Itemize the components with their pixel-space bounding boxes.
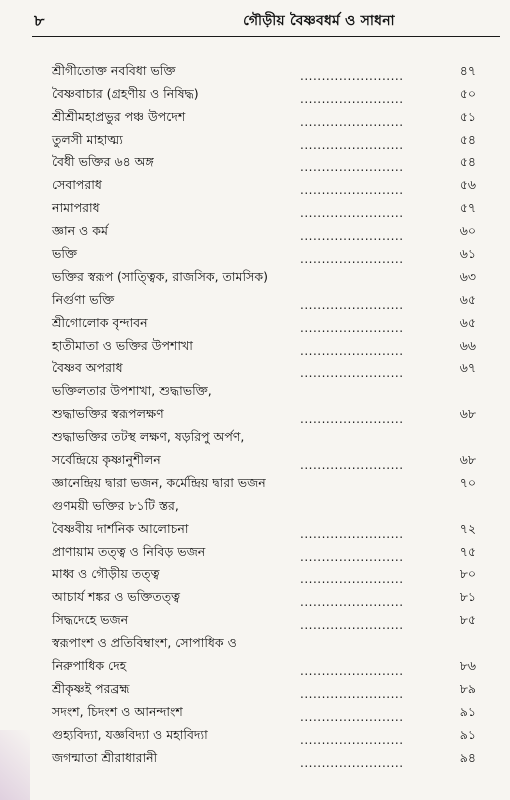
toc-row <box>0 316 510 339</box>
toc-row <box>0 705 510 728</box>
toc-entry-title: মাধ্ব ও গৌড়ীয় তত্ত্ব <box>52 566 160 582</box>
toc-row <box>0 339 510 362</box>
toc-dot-leader: ........................ <box>300 343 404 358</box>
toc-dot-leader: ........................ <box>300 686 404 701</box>
toc-dot-leader: ........................ <box>300 572 404 587</box>
table-of-contents <box>0 64 510 774</box>
book-title: গৌড়ীয় বৈষ্ণবধর্ম ও সাধনা <box>243 13 395 29</box>
toc-row <box>0 178 510 201</box>
toc-row <box>0 64 510 87</box>
toc-entry-title: ভক্তিলতার উপশাখা, শুদ্ধাভক্তি, <box>52 383 212 399</box>
toc-page-number: ৬৮ <box>459 452 476 468</box>
page-header <box>0 6 510 42</box>
toc-row <box>0 728 510 751</box>
toc-row <box>0 201 510 224</box>
toc-row <box>0 110 510 133</box>
toc-row <box>0 499 510 522</box>
toc-row <box>0 270 510 293</box>
toc-page-number: ৬০ <box>459 223 476 239</box>
toc-page-number: ৯১ <box>459 703 476 719</box>
toc-row <box>0 682 510 705</box>
toc-page-number: ৬১ <box>459 246 476 262</box>
toc-row <box>0 453 510 476</box>
toc-page-number: ৬৬ <box>459 337 476 353</box>
toc-page-number: ৫৪ <box>459 154 476 170</box>
toc-dot-leader: ........................ <box>300 252 404 267</box>
toc-page-number: ৯১ <box>459 726 476 742</box>
toc-row <box>0 751 510 774</box>
toc-entry-title: বৈষ্ণব অপরাধ <box>52 360 123 376</box>
toc-page-number: ৯৪ <box>459 749 476 765</box>
toc-row <box>0 362 510 385</box>
toc-page-number: ৮৫ <box>459 612 476 628</box>
toc-entry-title: গুণময়ী ভক্তির ৮১টি স্তর, <box>52 497 179 513</box>
toc-dot-leader: ........................ <box>300 160 404 175</box>
toc-dot-leader: ........................ <box>300 755 404 770</box>
toc-entry-title: তুলসী মাহাত্ম্য <box>52 131 123 147</box>
page-number: ৮ <box>34 11 45 30</box>
toc-row <box>0 613 510 636</box>
toc-entry-title: হাতীমাতা ও ভক্তির উপশাখা <box>52 337 193 353</box>
toc-dot-leader: ........................ <box>300 137 404 152</box>
toc-entry-title: স্বরূপাংশ ও প্রতিবিম্বাংশ, সোপাধিক ও <box>52 635 237 651</box>
toc-entry-title: সিদ্ধদেহে ভজন <box>52 612 129 628</box>
toc-entry-title: জ্ঞানেন্দ্রিয় দ্বারা ভজন, কর্মেন্দ্রিয় দ্বারা ভজন <box>52 474 266 490</box>
toc-row <box>0 87 510 110</box>
toc-dot-leader: ........................ <box>300 709 404 724</box>
toc-row <box>0 384 510 407</box>
toc-row <box>0 247 510 270</box>
header-rule <box>32 36 500 37</box>
toc-page-number: ৫৭ <box>459 200 476 216</box>
toc-dot-leader: ........................ <box>300 458 404 473</box>
toc-dot-leader: ........................ <box>300 183 404 198</box>
toc-dot-leader: ........................ <box>300 320 404 335</box>
toc-dot-leader: ........................ <box>300 297 404 312</box>
toc-row <box>0 293 510 316</box>
toc-entry-title: শ্রীশ্রীমহাপ্রভুর পঞ্চ উপদেশ <box>52 108 186 124</box>
toc-page-number: ৫০ <box>459 85 476 101</box>
toc-entry-title: শ্রীকৃষ্ণই পরব্রহ্ম <box>52 680 130 696</box>
toc-row <box>0 430 510 453</box>
toc-row <box>0 476 510 499</box>
toc-entry-title: বৈষ্ণবীয় দার্শনিক আলোচনা <box>52 520 189 536</box>
toc-row <box>0 156 510 179</box>
toc-entry-title: আচার্য শঙ্কর ও ভক্তিতত্ত্ব <box>52 589 181 605</box>
toc-entry-title: জগন্মাতা শ্রীরাধারানী <box>52 749 158 765</box>
toc-page-number: ৫৬ <box>459 177 476 193</box>
toc-page-number: ৭০ <box>459 474 476 490</box>
toc-entry-title: নামাপরাধ <box>52 200 100 216</box>
toc-entry-title: শ্রীগোলোক বৃন্দাবন <box>52 314 148 330</box>
toc-entry-title: শুদ্ধাভক্তির স্বরূপলক্ষণ <box>52 406 164 422</box>
toc-page-number: ৪৭ <box>459 62 476 78</box>
toc-row <box>0 590 510 613</box>
toc-dot-leader: ........................ <box>300 526 404 541</box>
toc-entry-title: নির্গুণা ভক্তি <box>52 291 115 307</box>
toc-entry-title: শুদ্ধাভক্তির তটস্থ লক্ষণ, ষড়রিপু অর্পণ, <box>52 429 245 445</box>
toc-page-number: ৬৭ <box>459 360 476 376</box>
toc-row <box>0 568 510 591</box>
toc-row <box>0 407 510 430</box>
toc-dot-leader: ........................ <box>300 68 404 83</box>
toc-row <box>0 133 510 156</box>
toc-entry-title: ভক্তি <box>52 246 78 262</box>
toc-entry-title: সেবাপরাধ <box>52 177 102 193</box>
toc-page-number: ৫৪ <box>459 131 476 147</box>
toc-entry-title: প্রাণায়াম তত্ত্ব ও নিবিড় ভজন <box>52 543 206 559</box>
toc-entry-title: গুহ্যবিদ্যা, যজ্ঞবিদ্যা ও মহাবিদ্যা <box>52 726 208 742</box>
toc-entry-title: ভক্তির স্বরূপ (সাত্ত্বিক, রাজসিক, তামসিক) <box>52 268 268 284</box>
toc-dot-leader: ........................ <box>300 206 404 221</box>
toc-page-number: ৮৬ <box>459 658 476 674</box>
toc-dot-leader: ........................ <box>300 664 404 679</box>
toc-dot-leader: ........................ <box>300 549 404 564</box>
toc-dot-leader: ........................ <box>300 91 404 106</box>
toc-dot-leader: ........................ <box>300 114 404 129</box>
toc-page-number: ৭২ <box>459 520 476 536</box>
toc-entry-title: শ্রীগীতোক্ত নববিধা ভক্তি <box>52 62 176 78</box>
toc-entry-title: জ্ঞান ও কর্ম <box>52 223 108 239</box>
toc-row <box>0 522 510 545</box>
toc-page-number: ৮৯ <box>459 680 476 696</box>
toc-entry-title: বৈষ্ণবাচার (গ্রহণীয় ও নিষিদ্ধ) <box>52 85 199 101</box>
toc-dot-leader: ........................ <box>300 229 404 244</box>
toc-entry-title: সদংশ, চিদংশ ও আনন্দাংশ <box>52 703 183 719</box>
toc-row <box>0 659 510 682</box>
toc-dot-leader: ........................ <box>300 618 404 633</box>
toc-page-number: ৬৩ <box>459 268 476 284</box>
toc-page-number: ৭৫ <box>459 543 476 559</box>
toc-page-number: ৬৮ <box>459 406 476 422</box>
toc-page-number: ৮০ <box>459 566 476 582</box>
toc-dot-leader: ........................ <box>300 366 404 381</box>
toc-row <box>0 636 510 659</box>
toc-entry-title: সর্বেন্দ্রিয়ে কৃষ্ণানুশীলন <box>52 452 161 468</box>
toc-page-number: ৬৫ <box>459 291 476 307</box>
toc-dot-leader: ........................ <box>300 732 404 747</box>
toc-page-number: ৫১ <box>459 108 476 124</box>
toc-row <box>0 224 510 247</box>
toc-page-number: ৮১ <box>459 589 476 605</box>
toc-page-number: ৬৫ <box>459 314 476 330</box>
toc-dot-leader: ........................ <box>300 412 404 427</box>
toc-dot-leader: ........................ <box>300 595 404 610</box>
toc-row <box>0 545 510 568</box>
toc-entry-title: বৈধী ভক্তির ৬৪ অঙ্গ <box>52 154 154 170</box>
page-corner-shadow <box>0 730 30 800</box>
toc-entry-title: নিরুপাধিক দেহ <box>52 658 127 674</box>
